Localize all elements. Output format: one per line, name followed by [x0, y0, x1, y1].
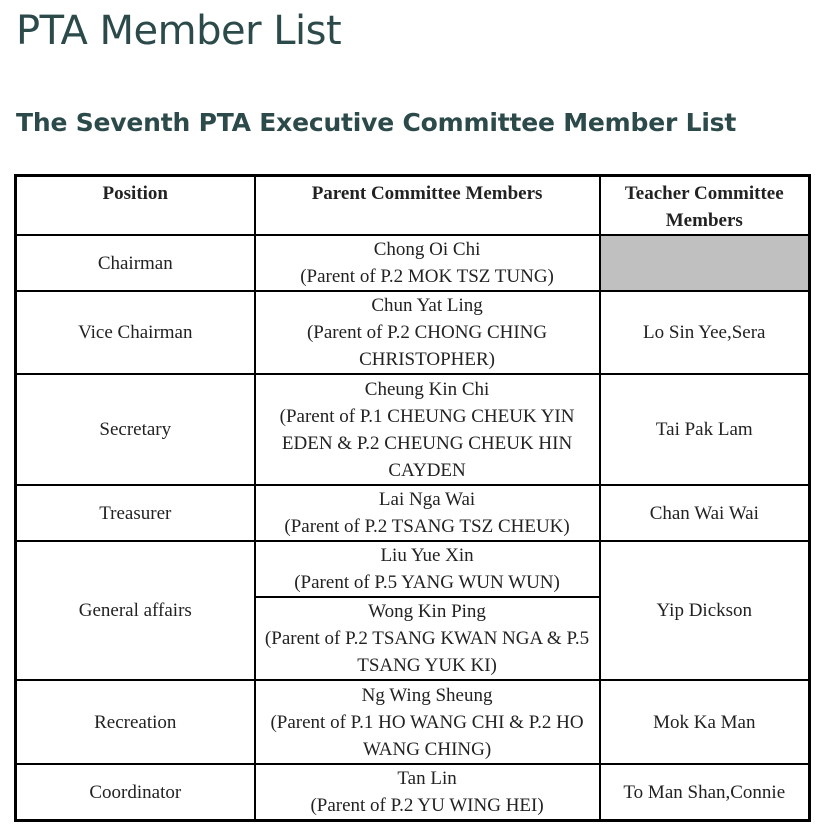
cell-teacher: Chan Wai Wai [600, 485, 809, 541]
parent-name: Chun Yat Ling [371, 295, 483, 316]
table-row [16, 764, 809, 820]
cell-parent [255, 541, 600, 680]
cell-teacher: Lo Sin Yee,Sera [600, 291, 809, 374]
header-position: Position [16, 176, 255, 235]
header-parent-members: Parent Committee Members [255, 176, 600, 235]
parent-note: (Parent of P.5 YANG WUN WUN) [294, 572, 560, 593]
table-row [16, 235, 809, 291]
header-teacher-members: Teacher Committee Members [600, 176, 809, 235]
table-row [16, 541, 809, 680]
cell-parent [255, 680, 600, 764]
cell-position: Vice Chairman [16, 291, 255, 374]
parent-note: (Parent of P.1 HO WANG CHI & P.2 HO WANG CHING) [270, 711, 584, 760]
cell-teacher: Tai Pak Lam [600, 374, 809, 485]
parent-name: Tan Lin [397, 768, 457, 789]
parent-entry [256, 596, 599, 679]
parent-name: Lai Nga Wai [378, 489, 476, 510]
cell-parent [255, 235, 600, 291]
table-body [16, 235, 809, 820]
cell-position: Coordinator [16, 764, 255, 820]
parent-note: (Parent of P.1 CHEUNG CHEUK YIN EDEN & P.2 CHEUNG CHEUK HIN CAYDEN [279, 405, 575, 481]
parent-stack [256, 542, 599, 679]
cell-teacher: Yip Dickson [600, 541, 809, 680]
cell-position: Recreation [16, 680, 255, 764]
cell-parent [255, 374, 600, 485]
cell-teacher-blank [600, 235, 809, 291]
table-row [16, 485, 809, 541]
section-title: The Seventh PTA Executive Committee Member List [16, 108, 737, 137]
cell-position: Chairman [16, 235, 255, 291]
parent-name: Chong Oi Chi [373, 239, 481, 260]
parent-note: (Parent of P.2 TSANG TSZ CHEUK) [284, 516, 570, 537]
cell-position: Secretary [16, 374, 255, 485]
cell-teacher: To Man Shan,Connie [600, 764, 809, 820]
page-title: PTA Member List [16, 8, 342, 54]
parent-note: (Parent of P.2 YU WING HEI) [310, 795, 544, 816]
parent-name: Liu Yue Xin [380, 545, 474, 566]
cell-teacher: Mok Ka Man [600, 680, 809, 764]
cell-parent [255, 764, 600, 820]
parent-note: (Parent of P.2 MOK TSZ TUNG) [300, 266, 554, 287]
table-row [16, 680, 809, 764]
member-table [14, 174, 811, 822]
parent-note: (Parent of P.2 CHONG CHING CHRISTOPHER) [306, 322, 548, 370]
cell-position: Treasurer [16, 485, 255, 541]
cell-parent [255, 291, 600, 374]
parent-name: Cheung Kin Chi [364, 378, 490, 400]
table-header-row [16, 176, 809, 235]
cell-position: General affairs [16, 541, 255, 680]
parent-name: Ng Wing Sheung [361, 684, 493, 706]
parent-note: (Parent of P.2 TSANG KWAN NGA & P.5 TSANG YUK KI) [264, 628, 590, 676]
parent-name: Wong Kin Ping [368, 601, 486, 622]
cell-parent [255, 485, 600, 541]
parent-entry [256, 542, 599, 596]
table-row [16, 374, 809, 485]
table-row [16, 291, 809, 374]
